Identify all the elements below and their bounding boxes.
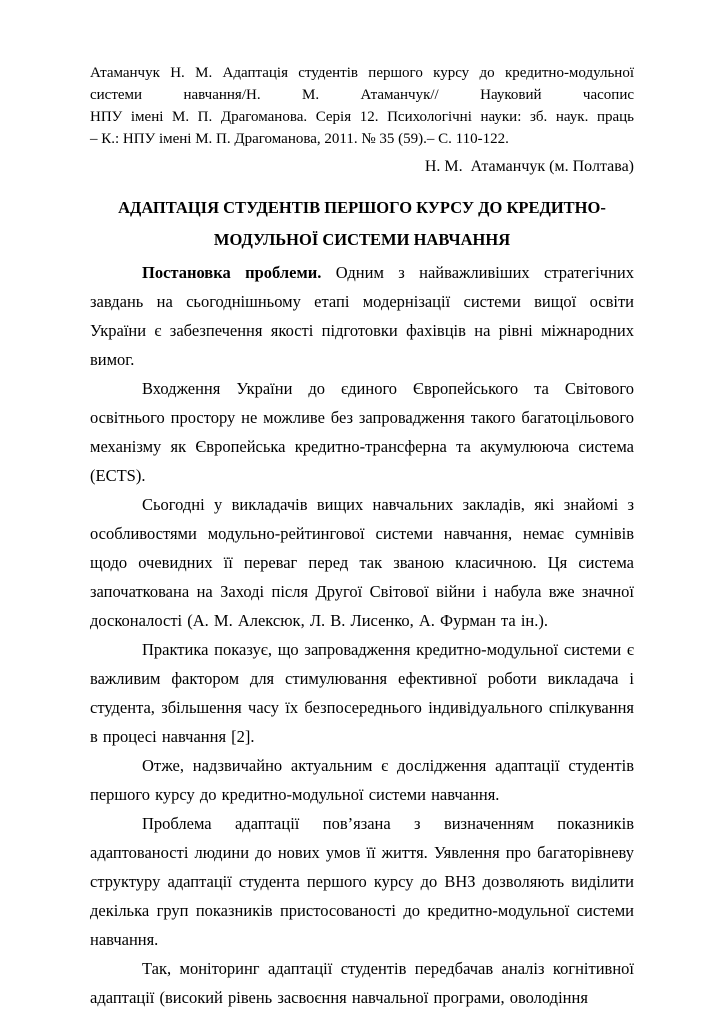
paragraph [90,490,634,635]
paragraph-lead: Постановка проблеми. [142,263,322,282]
citation-line: – К.: НПУ імені М. П. Драгоманова, 2011. № 35 (59).– С. 110-122. [90,131,509,147]
paragraph-text: Проблема адаптації пов’язана з визначенням показників адаптованості людини до нових умов її життя. Уявлення про багаторівневу структуру адаптації студента першого курсу до ВНЗ дозволяють виділити декілька груп показників пристосованості до кредитно-модульної системи навчання. [90,814,634,949]
paragraph [90,374,634,490]
citation-line: НПУ імені М. П. Драгоманова. Серія 12. Психологічні науки: зб. наук. праць [90,109,634,125]
author-line: Н. М. Атаманчук (м. Полтава) [424,158,634,175]
citation-block [90,62,634,150]
paragraph-text: Отже, надзвичайно актуальним є дослідження адаптації студентів першого курсу до кредитно-модульної системи навчання. [90,756,634,804]
citation-line: системи навчання/Н. М. Атаманчук// Науковий часопис [90,87,634,103]
paragraph-text: Входження України до єдиного Європейського та Світового освітнього простору не можливе без запровадження такого багатоцільового механізму як Європейська кредитно-трансферна та акумулююча система (ECTS). [90,379,634,485]
paragraph [90,751,634,809]
article-title-line-1: АДАПТАЦІЯ СТУДЕНТІВ ПЕРШОГО КУРСУ ДО КРЕДИТНО- [118,198,606,217]
article-body [90,258,634,1012]
paragraph-text: Так, моніторинг адаптації студентів передбачав аналіз когнітивної адаптації (високий рівень засвоєння навчальної програми, оволодіння [90,959,634,1007]
paragraph-text: Сьогодні у викладачів вищих навчальних закладів, які знайомі з особливостями модульно-рейтингової системи навчання, немає сумнівів щодо очевидних її переваг перед так званою класичною. Ця система започаткована на Заході після Другої Світової війни і набула вже значної досконалості (А. М. Алексюк, Л. В. Лисенко, А. Фурман та ін.). [90,495,634,630]
paragraph [90,809,634,954]
paragraph-text: Одним з найважливіших стратегічних завдань на сьогоднішньому етапі модернізації системи вищої освіти України є забезпечення якості підготовки фахівців на рівні міжнародних вимог. [90,263,634,369]
paragraph [90,635,634,751]
paragraph-problem-statement [90,258,634,374]
paragraph-truncated [90,954,634,1012]
citation-line: Атаманчук Н. М. Адаптація студентів першого курсу до кредитно-модульної [90,65,634,81]
article-title [90,192,634,256]
paragraph-text: Практика показує, що запровадження кредитно-модульної системи є важливим фактором для стимулювання ефективної роботи викладача і студента, збільшення часу їх безпосереднього індивідуального спілкування в процесі навчання [2]. [90,640,634,746]
article-title-line-2: МОДУЛЬНОЇ СИСТЕМИ НАВЧАННЯ [213,230,511,249]
